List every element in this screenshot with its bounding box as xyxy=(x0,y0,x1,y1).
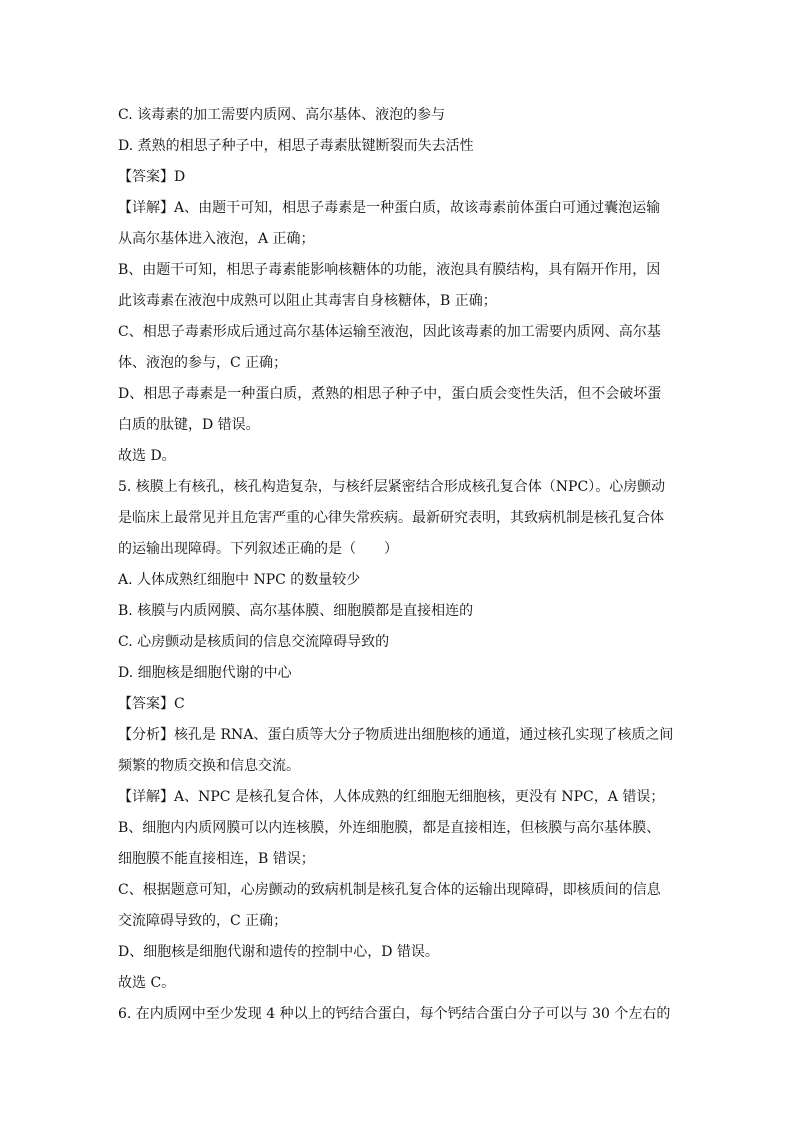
explanation-line: 【详解】A、NPC 是核孔复合体，人体成熟的红细胞无细胞核，更没有 NPC，A 错误； xyxy=(118,789,665,805)
explanation-line: C、相思子毒素形成后通过高尔基体运输至液泡，因此该毒素的加工需要内质网、高尔基 xyxy=(118,324,661,340)
explanation-line: D、相思子毒素是一种蛋白质，煮熟的相思子种子中，蛋白质会变性失活，但不会破坏蛋 xyxy=(118,386,662,402)
explanation-line: B、细胞内内质网膜可以内连核膜，外连细胞膜，都是直接相连，但核膜与高尔基体膜、 xyxy=(118,820,661,836)
explanation-line: 此该毒素在液泡中成熟可以阻止其毒害自身核糖体，B 正确； xyxy=(118,293,497,309)
explanation-line: D、细胞核是细胞代谢和遗传的控制中心，D 错误。 xyxy=(118,944,439,960)
answer-line: 【答案】C xyxy=(118,696,185,712)
explanation-line: B、由题干可知，相思子毒素能影响核糖体的功能，液泡具有膜结构，具有隔开作用，因 xyxy=(118,262,661,278)
question-5-stem: 是临床上最常见并且危害严重的心律失常疾病。最新研究表明，其致病机制是核孔复合体 xyxy=(118,510,664,526)
explanation-line: 体、液泡的参与，C 正确； xyxy=(118,355,288,371)
explanation-line: 从高尔基体进入液泡，A 正确； xyxy=(118,231,315,247)
question-5-option-d: D. 细胞核是细胞代谢的中心 xyxy=(118,665,292,681)
choice-line: 故选 D。 xyxy=(118,448,176,464)
question-5-option-a: A. 人体成熟红细胞中 NPC 的数量较少 xyxy=(118,572,361,588)
analysis-line: 频繁的物质交换和信息交流。 xyxy=(118,758,300,774)
explanation-line: 交流障碍导致的，C 正确； xyxy=(118,913,288,929)
document-page xyxy=(118,100,678,1030)
answer-line: 【答案】D xyxy=(118,169,186,185)
explanation-line: 细胞膜不能直接相连，B 错误； xyxy=(118,851,315,867)
question-5-stem: 的运输出现障碍。下列叙述正确的是（ ） xyxy=(118,541,398,557)
explanation-line: C、根据题意可知，心房颤动的致病机制是核孔复合体的运输出现障碍，即核质间的信息 xyxy=(118,882,661,898)
analysis-line: 【分析】核孔是 RNA、蛋白质等大分子物质进出细胞核的通道，通过核孔实现了核质之间 xyxy=(118,727,674,743)
option-d-line: D. 煮熟的相思子种子中，相思子毒素肽键断裂而失去活性 xyxy=(118,138,474,154)
question-5-stem: 5. 核膜上有核孔，核孔构造复杂，与核纤层紧密结合形成核孔复合体（NPC）。心房颤动 xyxy=(118,479,666,495)
question-5-option-b: B. 核膜与内质网膜、高尔基体膜、细胞膜都是直接相连的 xyxy=(118,603,474,619)
explanation-line: 【详解】A、由题干可知，相思子毒素是一种蛋白质，故该毒素前体蛋白可通过囊泡运输 xyxy=(118,200,661,216)
choice-line: 故选 C。 xyxy=(118,975,176,991)
explanation-line: 白质的肽键，D 错误。 xyxy=(118,417,260,433)
option-c-line: C. 该毒素的加工需要内质网、高尔基体、液泡的参与 xyxy=(118,107,446,123)
question-6-stem: 6. 在内质网中至少发现 4 种以上的钙结合蛋白，每个钙结合蛋白分子可以与 30 个左右的 xyxy=(118,1006,671,1022)
question-5-option-c: C. 心房颤动是核质间的信息交流障碍导致的 xyxy=(118,634,390,650)
